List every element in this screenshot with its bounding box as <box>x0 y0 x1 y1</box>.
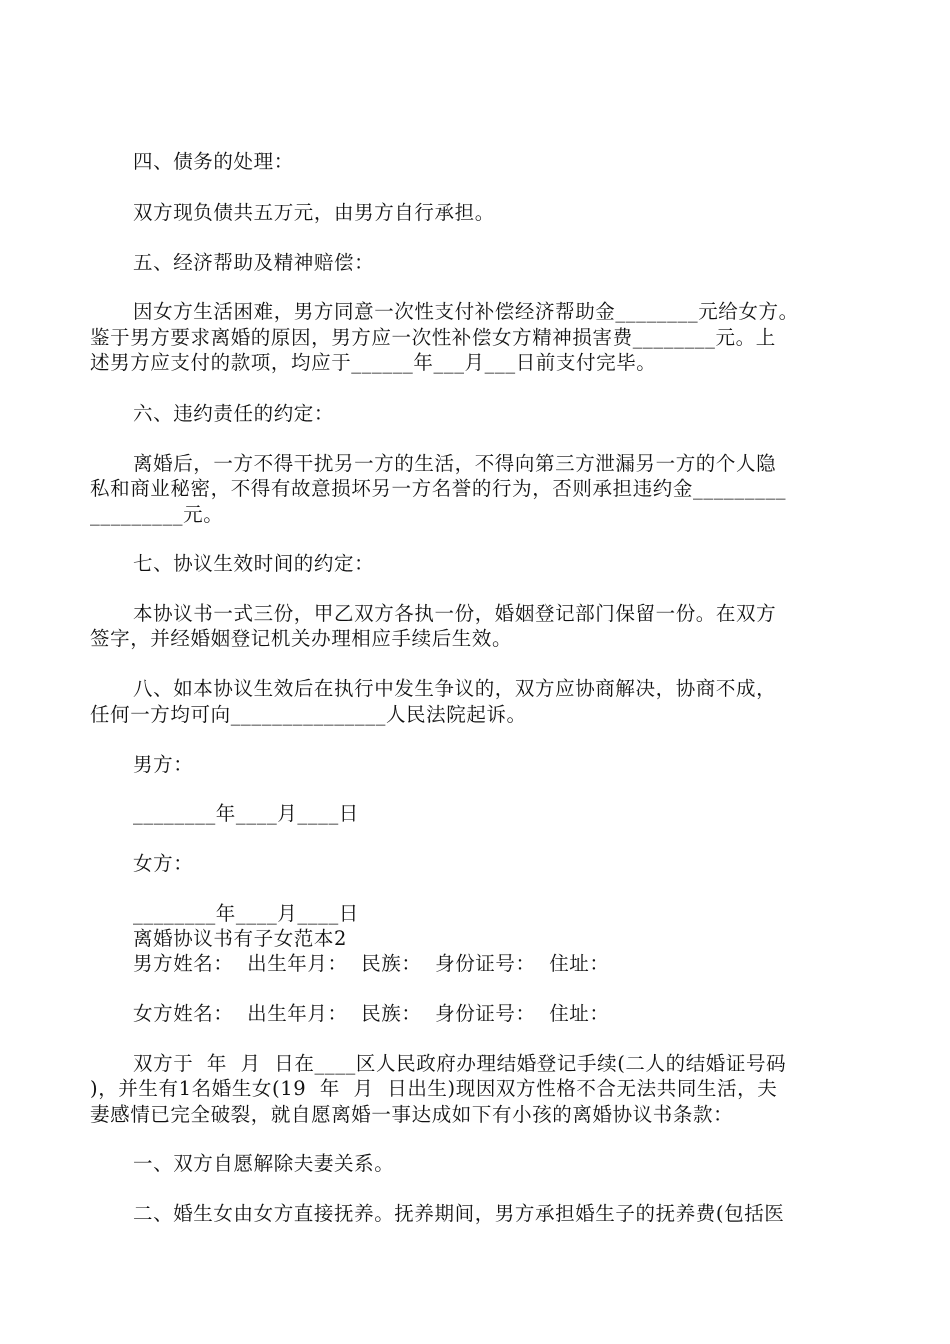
female-info-line: 女方姓名： 出生年月： 民族： 身份证号： 住址： <box>133 1002 610 1025</box>
paragraph-text: 述男方应支付的款项，均应于______年___月___日前支付完毕。 <box>90 351 657 374</box>
paragraph-text: 鉴于男方要求离婚的原因，男方应一次性补偿女方精神损害费________元。上 <box>90 326 776 349</box>
female-signature-label: 女方： <box>133 852 194 875</box>
section-6-heading: 六、违约责任的约定： <box>133 402 335 425</box>
paragraph-text: 本协议书一式三份，甲乙双方各执一份，婚姻登记部门保留一份。在双方 <box>133 602 777 625</box>
paragraph-text: )，并生有1名婚生女(19 年 月 日出生)现因双方性格不合无法共同生活，夫 <box>90 1077 778 1100</box>
paragraph-text: 双方现负债共五万元，由男方自行承担。 <box>133 201 495 224</box>
paragraph-text: 私和商业秘密，不得有故意损坏另一方名誉的行为，否则承担违约金_________ <box>90 477 787 500</box>
paragraph-text: 妻感情已完全破裂，就自愿离婚一事达成如下有小孩的离婚协议书条款： <box>90 1103 734 1126</box>
section-8-text: 八、如本协议生效后在执行中发生争议的，双方应协商解决，协商不成， <box>133 677 777 700</box>
section-4-heading: 四、债务的处理： <box>133 150 294 173</box>
paragraph-text: 离婚后，一方不得干扰另一方的生活，不得向第三方泄漏另一方的个人隐 <box>133 452 777 475</box>
female-signature-date: ________年____月____日 <box>133 902 359 925</box>
template-2-title: 离婚协议书有子女范本2 <box>133 927 348 950</box>
paragraph-text: _________元。 <box>90 503 224 526</box>
paragraph-text: 任何一方均可向_______________人民法院起诉。 <box>90 703 527 726</box>
paragraph-text: 签字，并经婚姻登记机关办理相应手续后生效。 <box>90 627 513 650</box>
section-5-heading: 五、经济帮助及精神赔偿： <box>133 251 375 274</box>
male-info-line: 男方姓名： 出生年月： 民族： 身份证号： 住址： <box>133 952 610 975</box>
paragraph-text: 因女方生活困难，男方同意一次性支付补偿经济帮助金________元给女方。 <box>133 300 799 323</box>
clause-2-text: 二、婚生女由女方直接抚养。抚养期间，男方承担婚生子的抚养费(包括医 <box>133 1202 785 1225</box>
section-7-heading: 七、协议生效时间的约定： <box>133 552 375 575</box>
male-signature-date: ________年____月____日 <box>133 802 359 825</box>
clause-1-text: 一、双方自愿解除夫妻关系。 <box>133 1152 395 1175</box>
male-signature-label: 男方： <box>133 753 194 776</box>
paragraph-text: 双方于 年 月 日在____区人民政府办理结婚登记手续(二人的结婚证号码 <box>133 1052 787 1075</box>
